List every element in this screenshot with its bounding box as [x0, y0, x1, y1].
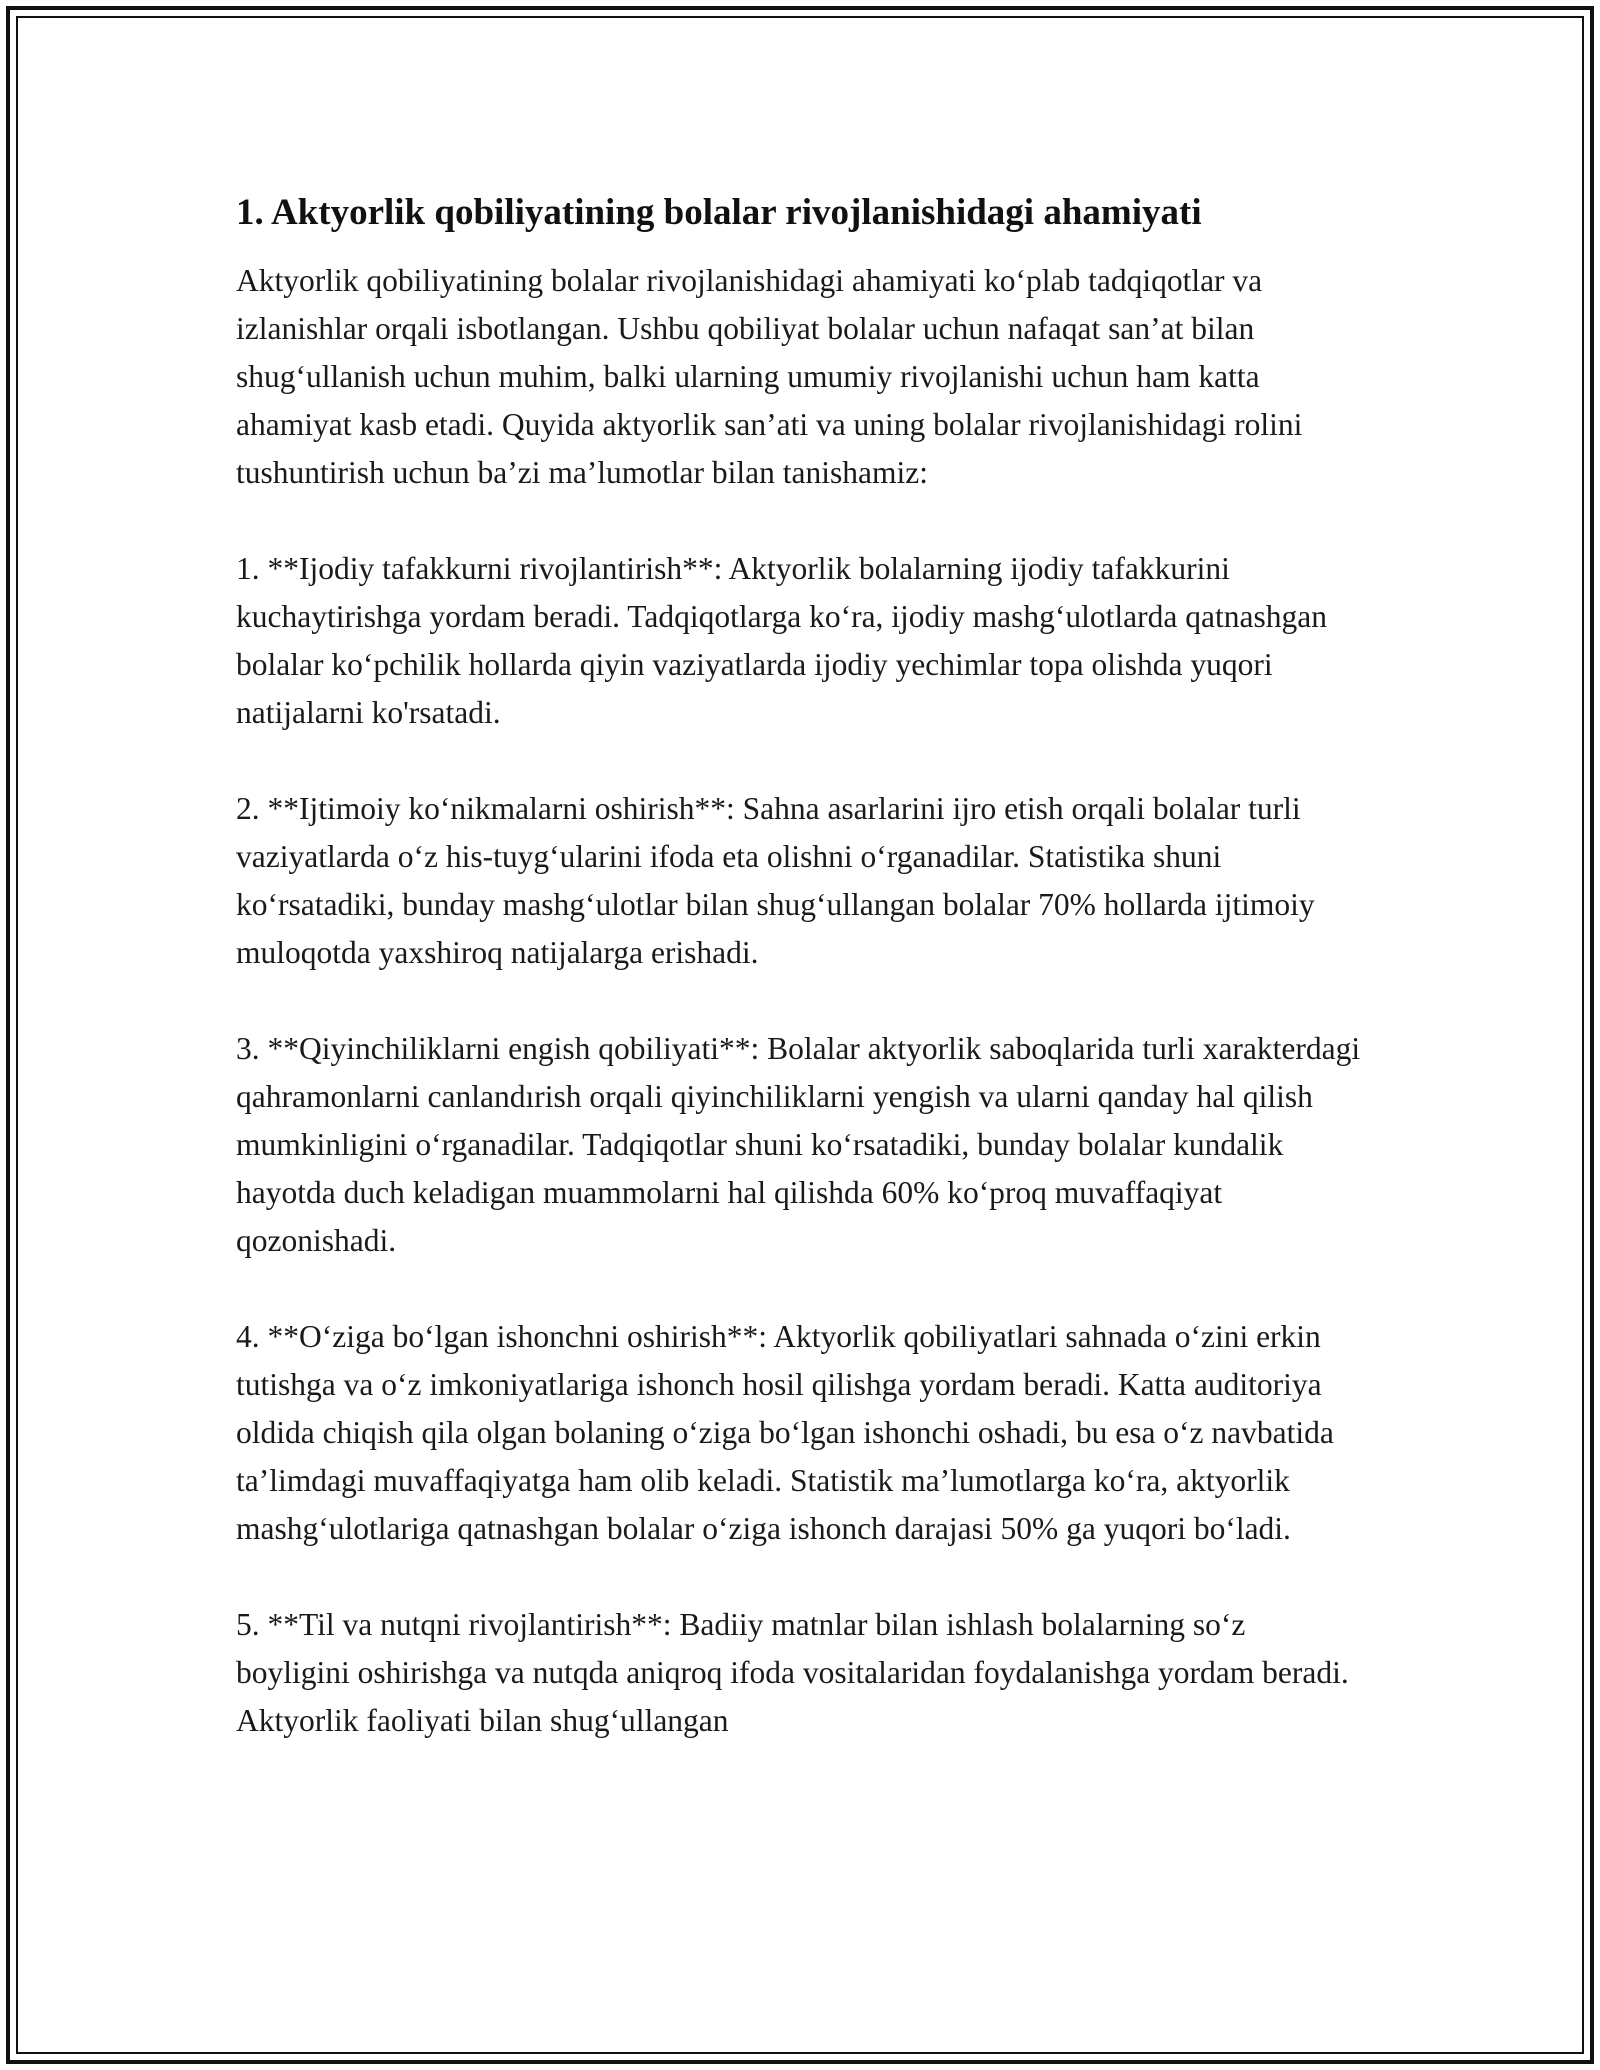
- point-1-paragraph: 1. **Ijodiy tafakkurni rivojlantirish**: Aktyorlik bolalarning ijodiy tafakkurini kuchaytirishga yordam beradi. Tadqiqotlarga ko‘ra, ijodiy mashg‘ulotlarda qatnashgan bolalar ko‘pchilik hollarda qiyin vaziyatlarda ijodiy yechimlar topa olishda yuqori natijalarni ko'rsatadi.: [236, 551, 1327, 730]
- point-4-paragraph: 4. **O‘ziga bo‘lgan ishonchni oshirish**: Aktyorlik qobiliyatlari sahnada o‘zini erkin tutishga va o‘z imkoniyatlariga ishonch hosil qilishga yordam beradi. Katta auditoriya oldida chiqish qila olgan bolaning o‘ziga bo‘lgan ishonchi oshadi, bu esa o‘z navbatida ta’limdagi muvaffaqiyatga ham olib keladi. Statistik ma’lumotlarga ko‘ra, aktyorlik mashg‘ulotlariga qatnashgan bolalar o‘ziga ishonch darajasi 50% ga yuqori bo‘ladi.: [236, 1319, 1334, 1546]
- intro-paragraph: Aktyorlik qobiliyatining bolalar rivojlanishidagi ahamiyati ko‘plab tadqiqotlar va izlanishlar orqali isbotlangan. Ushbu qobiliyat bolalar uchun nafaqat san’at bilan shug‘ullanish uchun muhim, balki ularning umumiy rivojlanishi uchun ham katta ahamiyat kasb etadi. Quyida aktyorlik san’ati va uning bolalar rivojlanishidagi rolini tushuntirish uchun ba’zi ma’lumotlar bilan tanishamiz:: [236, 263, 1303, 490]
- point-3-paragraph: 3. **Qiyinchiliklarni engish qobiliyati**: Bolalar aktyorlik saboqlarida turli xarakterdagi qahramonlarni canlandırish orqali qiyinchiliklarni yengish va ularni qanday hal qilish mumkinligini o‘rganadilar. Tadqiqotlar shuni ko‘rsatadiki, bunday bolalar kundalik hayotda duch keladigan muammolarni hal qilishda 60% ko‘proq muvaffaqiyat qozonishadi.: [236, 1031, 1361, 1258]
- point-2-paragraph: 2. **Ijtimoiy ko‘nikmalarni oshirish**: Sahna asarlarini ijro etish orqali bolalar turli vaziyatlarda o‘z his-tuyg‘ularini ifoda eta olishni o‘rganadilar. Statistika shuni ko‘rsatadiki, bunday mashg‘ulotlar bilan shug‘ullangan bolalar 70% hollarda ijtimoiy muloqotda yaxshiroq natijalarga erishadi.: [236, 791, 1315, 970]
- document-body: [236, 185, 1366, 1793]
- point-5-paragraph: 5. **Til va nutqni rivojlantirish**: Badiiy matnlar bilan ishlash bolalarning so‘z boyligini oshirishga va nutqda aniqroq ifoda vositalaridan foydalanishga yordam beradi. Aktyorlik faoliyati bilan shug‘ullangan: [236, 1607, 1349, 1738]
- section-heading: 1. Aktyorlik qobiliyatining bolalar rivojlanishidagi ahamiyati: [236, 192, 1202, 233]
